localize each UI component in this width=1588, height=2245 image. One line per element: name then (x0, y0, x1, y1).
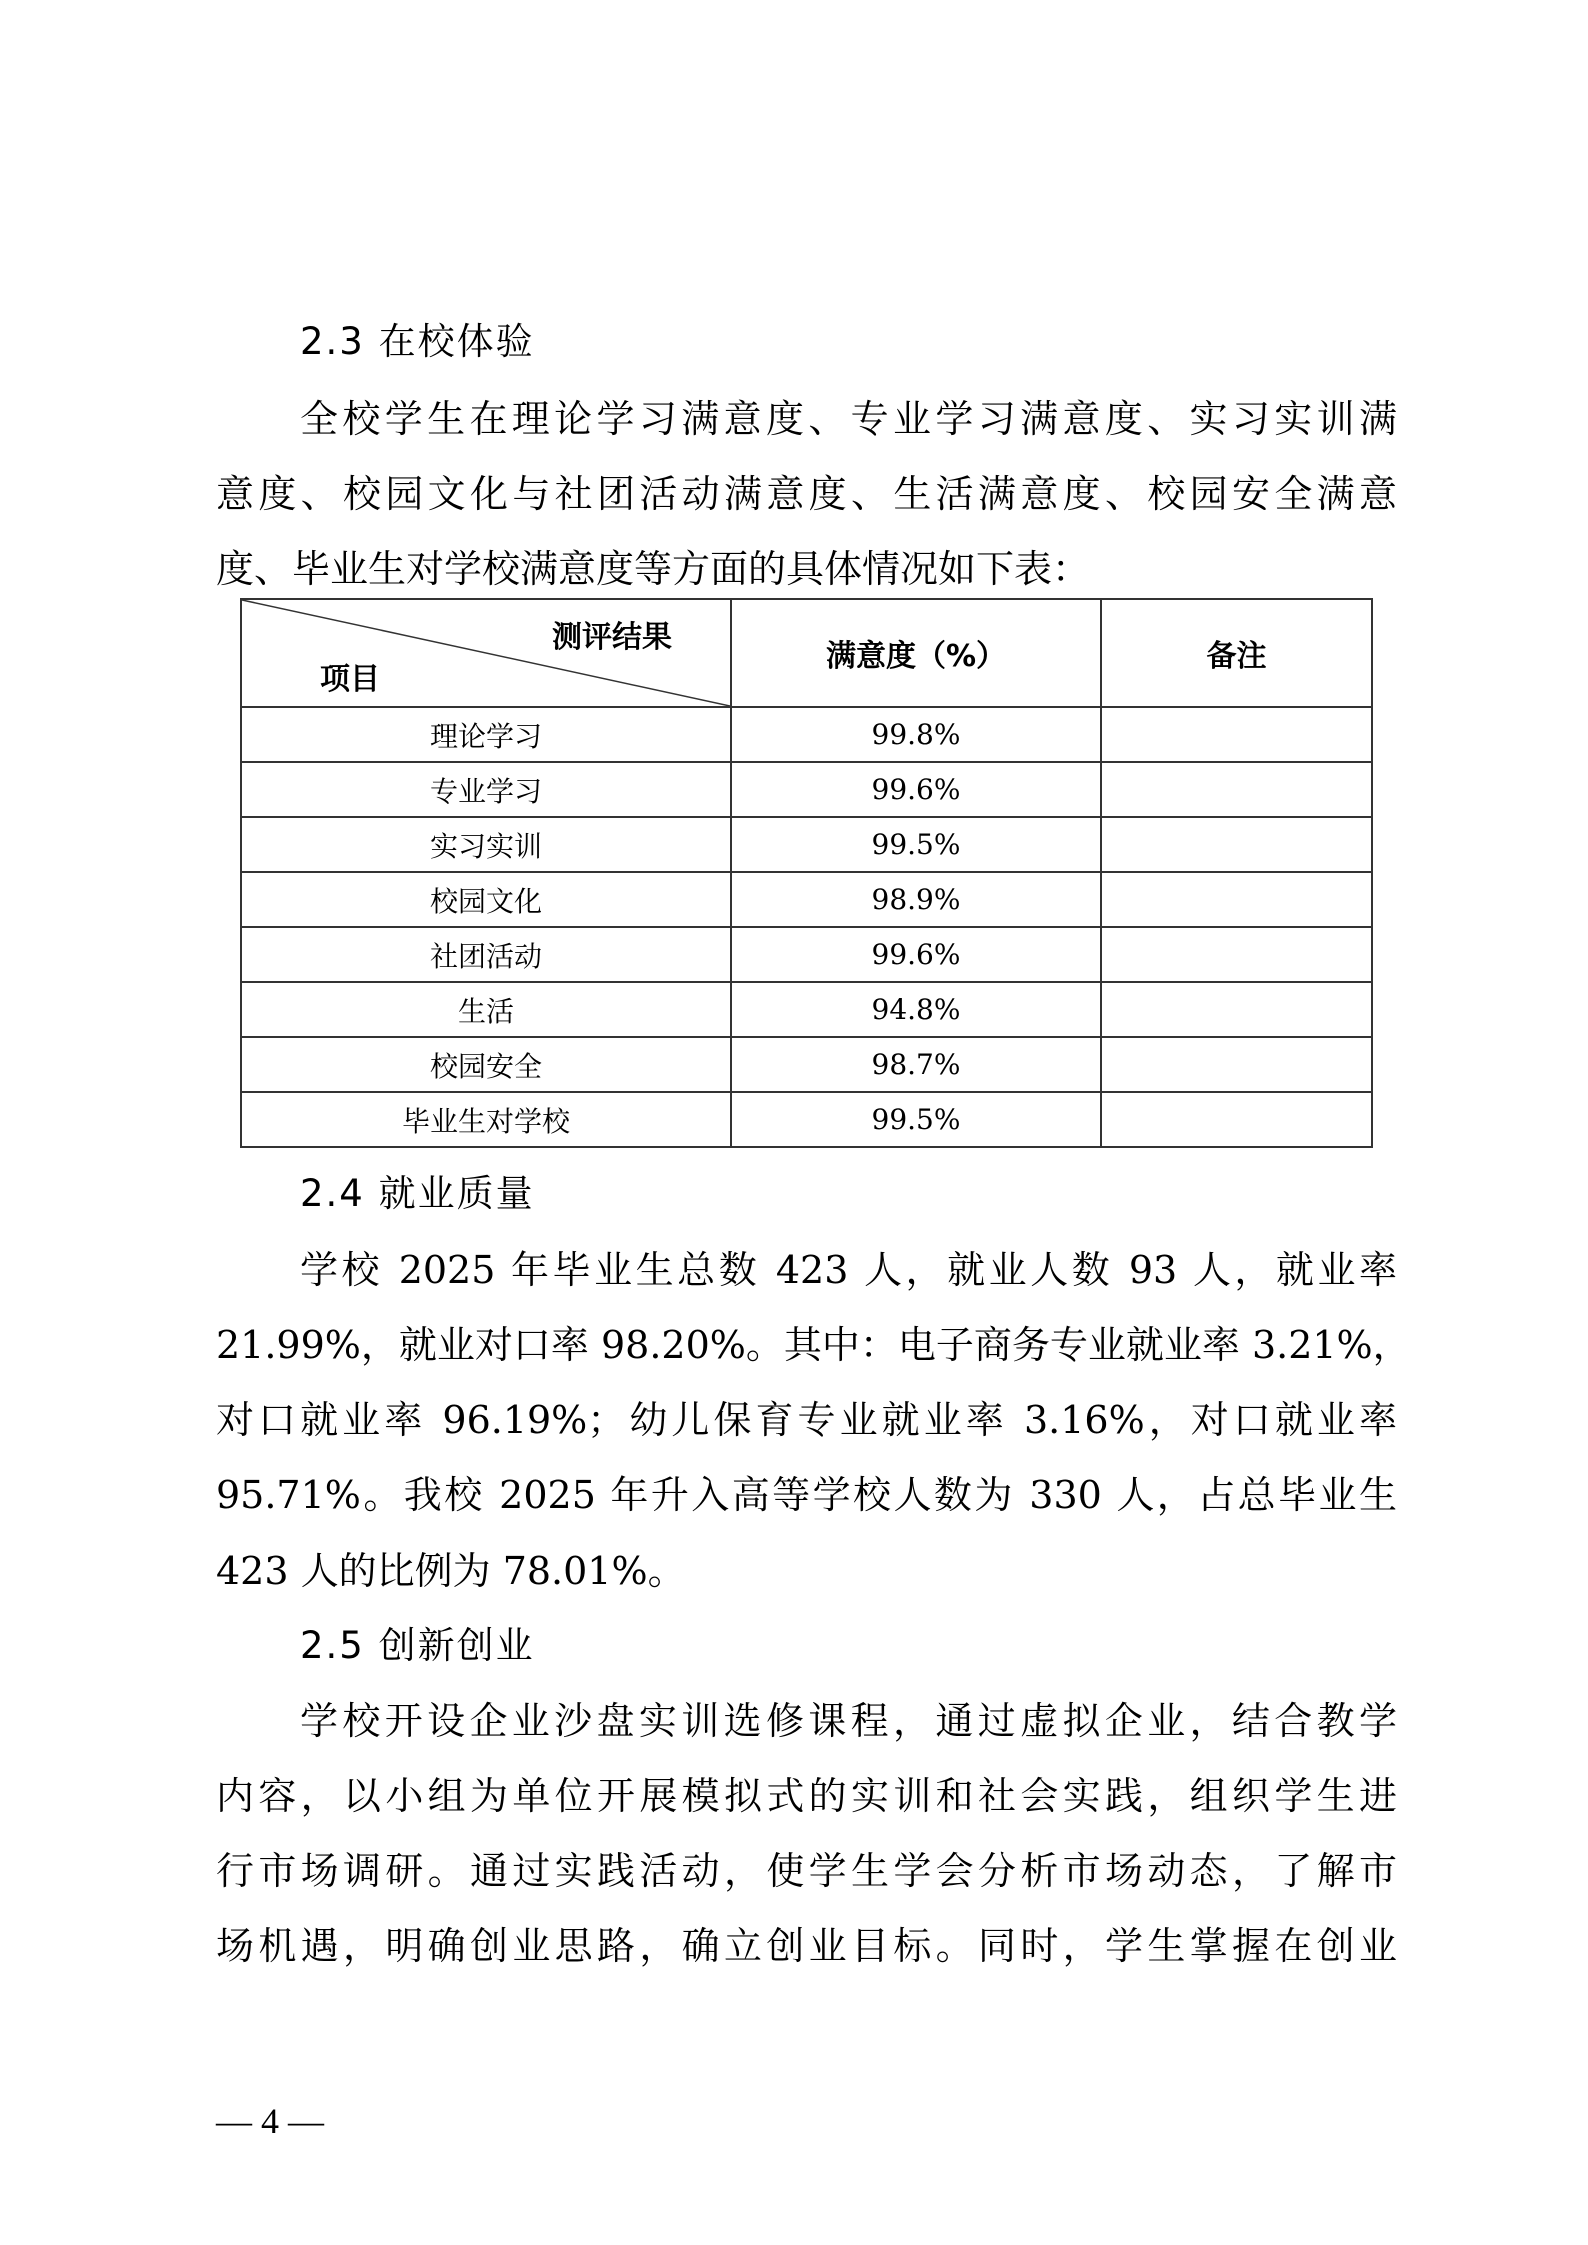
paragraph-line: 学校 2025 年毕业生总数 423 人，就业人数 93 人，就业率 (300, 1248, 1397, 1292)
cell-item: 专业学习 (241, 762, 731, 817)
paragraph-line: 对口就业率 96.19%；幼儿保育专业就业率 3.16%，对口就业率 (216, 1398, 1397, 1442)
table-row (241, 1037, 1372, 1092)
cell-note (1101, 872, 1372, 927)
heading-2-5: 2.5 创新创业 (300, 1624, 535, 1667)
cell-value: 99.5% (731, 1092, 1101, 1147)
paragraph-line: 全校学生在理论学习满意度、专业学习满意度、实习实训满 (300, 397, 1397, 441)
cell-item: 校园安全 (241, 1037, 731, 1092)
cell-note (1101, 817, 1372, 872)
paragraph-line: 行市场调研。通过实践活动，使学生学会分析市场动态，了解市 (216, 1849, 1397, 1893)
cell-note (1101, 1037, 1372, 1092)
paragraph-line: 内容，以小组为单位开展模拟式的实训和社会实践，组织学生进 (216, 1774, 1397, 1818)
table-row (241, 1092, 1372, 1147)
cell-item: 生活 (241, 982, 731, 1037)
cell-item: 毕业生对学校 (241, 1092, 731, 1147)
header-notes: 备注 (1101, 599, 1372, 707)
cell-value: 94.8% (731, 982, 1101, 1037)
cell-note (1101, 762, 1372, 817)
page-number: — 4 — (216, 2101, 324, 2141)
cell-item: 校园文化 (241, 872, 731, 927)
cell-value: 99.6% (731, 762, 1101, 817)
header-results-label: 测评结果 (552, 620, 672, 655)
header-satisfaction: 满意度（%） (731, 599, 1101, 707)
cell-note (1101, 707, 1372, 762)
cell-value: 98.9% (731, 872, 1101, 927)
table-row (241, 927, 1372, 982)
table-row (241, 982, 1372, 1037)
cell-note (1101, 982, 1372, 1037)
satisfaction-table (240, 598, 1373, 1148)
cell-note (1101, 1092, 1372, 1147)
paragraph-line: 意度、校园文化与社团活动满意度、生活满意度、校园安全满意 (216, 472, 1397, 516)
paragraph-line: 423 人的比例为 78.01%。 (216, 1549, 686, 1593)
paragraph-line: 度、毕业生对学校满意度等方面的具体情况如下表： (216, 547, 1091, 591)
cell-item: 理论学习 (241, 707, 731, 762)
paragraph-line: 95.71%。我校 2025 年升入高等学校人数为 330 人，占总毕业生 (216, 1473, 1397, 1517)
paragraph-line: 场机遇，明确创业思路，确立创业目标。同时，学生掌握在创业 (216, 1924, 1397, 1968)
diagonal-header-cell (241, 599, 731, 707)
paragraph-line: 21.99%，就业对口率 98.20%。其中：电子商务专业就业率 3.21%， (216, 1323, 1411, 1367)
cell-value: 98.7% (731, 1037, 1101, 1092)
cell-value: 99.5% (731, 817, 1101, 872)
cell-item: 社团活动 (241, 927, 731, 982)
cell-value: 99.8% (731, 707, 1101, 762)
cell-note (1101, 927, 1372, 982)
cell-value: 99.6% (731, 927, 1101, 982)
header-item-label: 项目 (320, 662, 380, 697)
table-row (241, 872, 1372, 927)
table-header-row (241, 599, 1372, 707)
paragraph-line: 学校开设企业沙盘实训选修课程，通过虚拟企业，结合教学 (300, 1699, 1397, 1743)
heading-2-4: 2.4 就业质量 (300, 1172, 535, 1215)
table-row (241, 817, 1372, 872)
table-row (241, 707, 1372, 762)
cell-item: 实习实训 (241, 817, 731, 872)
table-row (241, 762, 1372, 817)
heading-2-3: 2.3 在校体验 (300, 320, 535, 363)
